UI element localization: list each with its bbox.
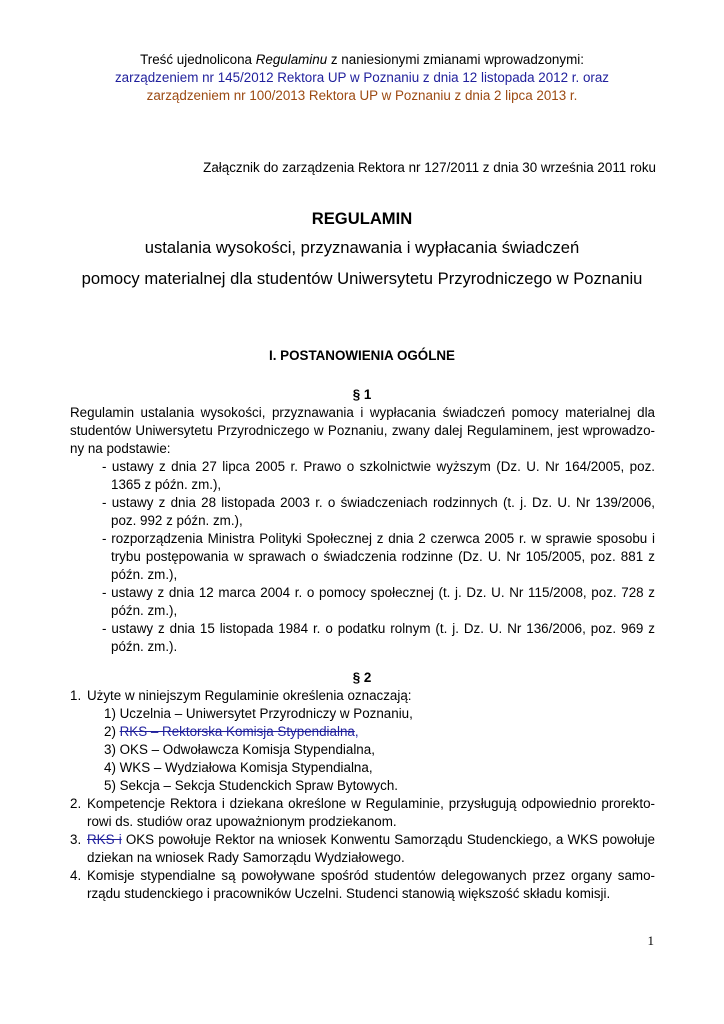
- definition-item: 1) Uczelnia – Uniwersytet Przyrodniczy w Poznaniu,: [104, 706, 413, 721]
- amendment-2013: zarządzeniem nr 100/2013 Rektora UP w Poznaniu z dnia 2 lipca 2013 r.: [146, 88, 578, 103]
- page-number: 1: [647, 933, 654, 948]
- amendment-2012: zarządzeniem nr 145/2012 Rektora UP w Poznaniu z dnia 12 listopada 2012 r. oraz: [114, 70, 610, 85]
- legal-basis-item-cont: późn. zm.),: [111, 567, 178, 582]
- point-number: 1.: [70, 688, 82, 703]
- document-subtitle-1: ustalania wysokości, przyznawania i wypłacania świadczeń: [144, 238, 580, 257]
- legal-basis-item-cont: późn. zm.),: [111, 603, 178, 618]
- definition-item: 4) WKS – Wydziałowa Komisja Stypendialna,: [104, 760, 373, 775]
- s2-point-3: [87, 832, 655, 847]
- definition-item-struck: [104, 724, 359, 739]
- legal-basis-item-cont: 1365 z późn. zm.),: [111, 477, 222, 492]
- s2-point-2: Kompetencje Rektora i dziekana określone w Regulaminie, przysługują odpowiednio prorekto-: [87, 796, 655, 811]
- point-number: 4.: [70, 868, 82, 883]
- legal-basis-item-cont: późn. zm.).: [111, 639, 178, 654]
- revision-note: [0, 52, 724, 67]
- section-sign-1: § 1: [352, 387, 372, 402]
- struck-definition-text: RKS – Rektorska Komisja Stypendialna: [119, 724, 355, 739]
- definition-number: 2): [104, 724, 120, 739]
- legal-basis-item-cont: trybu postępowania w sprawach o świadczenia rodzinne (Dz. U. Nr 105/2005, poz. 881 z: [111, 549, 655, 564]
- legal-basis-item: - ustawy z dnia 12 marca 2004 r. o pomocy społecznej (t. j. Dz. U. Nr 115/2008, poz. 728 z: [102, 585, 655, 600]
- struck-rks: RKS i: [87, 832, 122, 847]
- chapter-heading: I. POSTANOWIENIA OGÓLNE: [269, 348, 455, 363]
- s2-point-1: Użyte w niniejszym Regulaminie określenia oznaczają:: [87, 688, 412, 703]
- definition-item: 3) OKS – Odwoławcza Komisja Stypendialna,: [104, 742, 375, 757]
- definition-tail: ,: [354, 724, 359, 739]
- revision-note-pre: Treść ujednolicona: [140, 52, 256, 67]
- legal-basis-item: - ustawy z dnia 15 listopada 1984 r. o podatku rolnym (t. j. Dz. U. Nr 136/2006, poz. 969 z: [102, 621, 655, 636]
- s1-intro-line: studentów Uniwersytetu Przyrodniczego w Poznaniu, zwany dalej Regulaminem, jest wprowadzo-: [70, 423, 655, 438]
- legal-basis-item: - ustawy z dnia 28 listopada 2003 r. o świadczeniach rodzinnych (t. j. Dz. U. Nr 139/2006,: [102, 495, 655, 510]
- s1-intro-line: ny na podstawie:: [70, 441, 171, 456]
- document-title: REGULAMIN: [311, 209, 413, 228]
- revision-note-post: z naniesionymi zmianami wprowadzonymi:: [327, 52, 584, 67]
- section-sign-2: § 2: [352, 670, 372, 685]
- attachment-note: Załącznik do zarządzenia Rektora nr 127/2011 z dnia 30 września 2011 roku: [203, 160, 656, 175]
- s2-point-2-cont: rowi ds. studiów oraz upoważnionym prodziekanom.: [87, 814, 397, 829]
- legal-basis-item-cont: poz. 992 z późn. zm.),: [111, 513, 243, 528]
- s2-point-3-text: OKS powołuje Rektor na wniosek Konwentu Samorządu Studenckiego, a WKS powołuje: [121, 832, 655, 847]
- legal-basis-item: - rozporządzenia Ministra Polityki Społecznej z dnia 2 czerwca 2005 r. w sprawie sposobu i: [102, 531, 655, 546]
- point-number: 2.: [70, 796, 82, 811]
- s2-point-4: Komisje stypendialne są powoływane spośród studentów delegowanych przez organy samo-: [87, 868, 655, 883]
- legal-basis-item: - ustawy z dnia 27 lipca 2005 r. Prawo o szkolnictwie wyższym (Dz. U. Nr 164/2005, poz.: [102, 459, 655, 474]
- point-number: 3.: [70, 832, 82, 847]
- document-subtitle-2: pomocy materialnej dla studentów Uniwersytetu Przyrodniczego w Poznaniu: [81, 269, 643, 288]
- s2-point-3-cont: dziekan na wniosek Rady Samorządu Wydziałowego.: [87, 850, 405, 865]
- definition-item: 5) Sekcja – Sekcja Studenckich Spraw Bytowych.: [104, 778, 398, 793]
- revision-note-italic: Regulaminu: [255, 52, 328, 67]
- s1-intro-line: Regulamin ustalania wysokości, przyznawania i wypłacania świadczeń pomocy materialnej dla: [70, 405, 655, 420]
- s2-point-4-cont: rządu studenckiego i pracowników Uczelni. Studenci stanowią większość składu komisji.: [87, 886, 611, 901]
